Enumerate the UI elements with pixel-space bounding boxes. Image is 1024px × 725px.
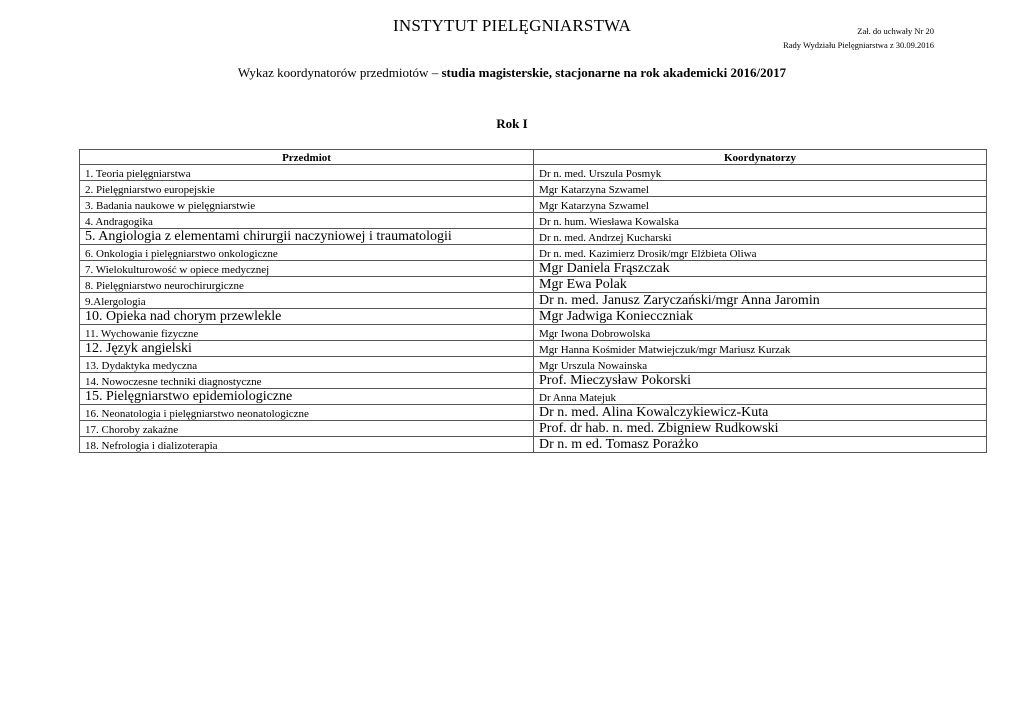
- table-row: [80, 197, 987, 213]
- subject-cell: 8. Pielęgniarstwo neurochirurgiczne: [80, 277, 534, 293]
- year-heading: Rok I: [496, 116, 528, 131]
- coordinator-cell: Mgr Urszula Nowainska: [534, 357, 987, 373]
- subject-cell: 7. Wielokulturowość w opiece medycznej: [80, 261, 534, 277]
- subtitle-bold: studia magisterskie, stacjonarne na rok akademicki 2016/2017: [441, 65, 787, 80]
- coordinator-cell: Mgr Katarzyna Szwamel: [534, 181, 987, 197]
- table-row: [80, 437, 987, 453]
- table-row: [80, 165, 987, 181]
- subject-cell: 15. Pielęgniarstwo epidemiologiczne: [80, 389, 534, 405]
- coordinator-cell: Prof. dr hab. n. med. Zbigniew Rudkowski: [534, 421, 987, 437]
- coordinator-cell: Mgr Ewa Polak: [534, 277, 987, 293]
- subject-cell: 4. Andragogika: [80, 213, 534, 229]
- subject-cell: 9.Alergologia: [80, 293, 534, 309]
- subject-cell: 13. Dydaktyka medyczna: [80, 357, 534, 373]
- subtitle-plain: Wykaz koordynatorów przedmiotów –: [237, 65, 442, 80]
- subject-cell: 18. Nefrologia i dializoterapia: [80, 437, 534, 453]
- column-header-coordinators: Koordynatorzy: [534, 150, 987, 165]
- coordinator-cell: Dr n. med. Andrzej Kucharski: [534, 229, 987, 245]
- subject-cell: 5. Angiologia z elementami chirurgii naczyniowej i traumatologii: [80, 229, 534, 245]
- subject-cell: 16. Neonatologia i pielęgniarstwo neonatologiczne: [80, 405, 534, 421]
- coordinator-cell: Mgr Katarzyna Szwamel: [534, 197, 987, 213]
- annex-line-council: Rady Wydziału Pielęgniarstwa z 30.09.2016: [783, 40, 934, 50]
- table-row: [80, 261, 987, 277]
- table-header-row: [80, 150, 987, 165]
- table-row: [80, 229, 987, 245]
- coordinator-cell: Dr n. med. Janusz Zaryczański/mgr Anna Jaromin: [534, 293, 987, 309]
- document-title: INSTYTUT PIELĘGNIARSTWA: [392, 16, 632, 35]
- coordinator-cell: Prof. Mieczysław Pokorski: [534, 373, 987, 389]
- coordinators-table: [79, 149, 987, 453]
- subject-cell: 6. Onkologia i pielęgniarstwo onkologiczne: [80, 245, 534, 261]
- table-row: [80, 373, 987, 389]
- document-subtitle: [0, 65, 1024, 81]
- subject-cell: 1. Teoria pielęgniarstwa: [80, 165, 534, 181]
- annex-line-resolution: Zał. do uchwały Nr 20: [857, 26, 934, 36]
- subject-cell: 12. Język angielski: [80, 341, 534, 357]
- coordinator-cell: Dr n. med. Kazimierz Drosik/mgr Elżbieta Oliwa: [534, 245, 987, 261]
- annex-note: [783, 24, 934, 52]
- table-row: [80, 309, 987, 325]
- coordinator-cell: Dr n. hum. Wiesława Kowalska: [534, 213, 987, 229]
- coordinator-cell: Dr n. m ed. Tomasz Porażko: [534, 437, 987, 453]
- coordinator-cell: Mgr Jadwiga Koniecczniak: [534, 309, 987, 325]
- coordinator-cell: Dr n. med. Urszula Posmyk: [534, 165, 987, 181]
- subject-cell: 14. Nowoczesne techniki diagnostyczne: [80, 373, 534, 389]
- table-row: [80, 245, 987, 261]
- coordinator-cell: Mgr Iwona Dobrowolska: [534, 325, 987, 341]
- subject-cell: 10. Opieka nad chorym przewlekle: [80, 309, 534, 325]
- table-row: [80, 341, 987, 357]
- table-row: [80, 357, 987, 373]
- coordinator-cell: Mgr Hanna Kośmider Matwiejczuk/mgr Mariusz Kurzak: [534, 341, 987, 357]
- subject-cell: 3. Badania naukowe w pielęgniarstwie: [80, 197, 534, 213]
- table-row: [80, 293, 987, 309]
- coordinator-cell: Dr n. med. Alina Kowalczykiewicz-Kuta: [534, 405, 987, 421]
- subject-cell: 2. Pielęgniarstwo europejskie: [80, 181, 534, 197]
- coordinator-cell: Mgr Daniela Frąszczak: [534, 261, 987, 277]
- column-header-subject: Przedmiot: [80, 150, 534, 165]
- table-row: [80, 389, 987, 405]
- subject-cell: 11. Wychowanie fizyczne: [80, 325, 534, 341]
- coordinator-cell: Dr Anna Matejuk: [534, 389, 987, 405]
- table-row: [80, 277, 987, 293]
- table-row: [80, 405, 987, 421]
- table-row: [80, 421, 987, 437]
- table-row: [80, 213, 987, 229]
- table-row: [80, 325, 987, 341]
- table-row: [80, 181, 987, 197]
- subject-cell: 17. Choroby zakaźne: [80, 421, 534, 437]
